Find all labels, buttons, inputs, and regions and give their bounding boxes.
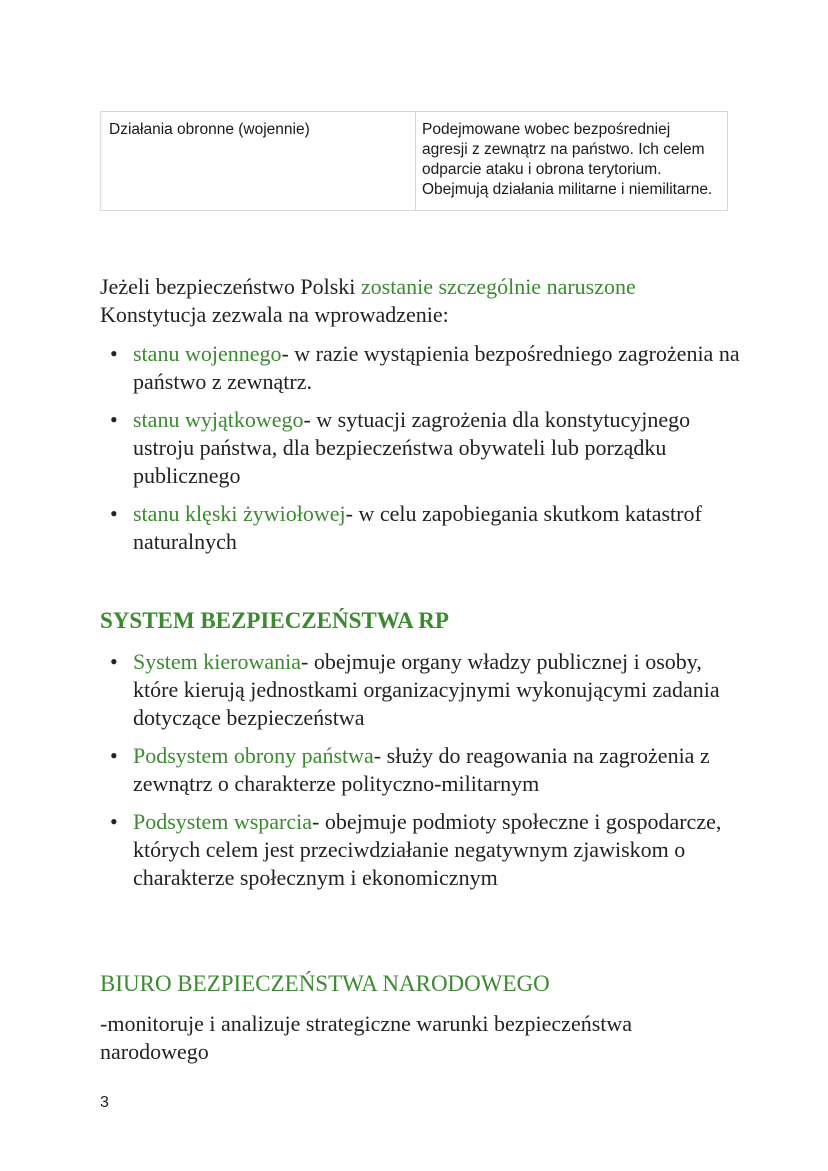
state-desc: - w razie wystąpienia bezpośredniego zagrożenia na państwo z zewnątrz. (133, 341, 740, 394)
table-definition-cell: Podejmowane wobec bezpośredniej agresji z zewnątrz na państwo. Ich celem odparcie ataku i obrona terytorium. Obejmują działania militarne i niemilitarne. (416, 112, 728, 211)
list-item (100, 742, 740, 798)
system-desc: - służy do reagowania na zagrożenia z zewnątrz o charakterze polityczno-militarnym (133, 743, 710, 796)
system-heading: SYSTEM BEZPIECZEŃSTWA RP (100, 608, 449, 633)
system-term: System kierowania (133, 649, 302, 674)
state-term: stanu klęski żywiołowej (133, 501, 346, 526)
page-number: 3 (100, 1094, 109, 1111)
system-term: Podsystem wsparcia (133, 809, 313, 834)
list-item (100, 648, 740, 732)
bbn-text: -monitoruje i analizuje strategiczne warunki bezpieczeństwa narodowego (100, 1011, 633, 1064)
system-desc: - obejmuje podmioty społeczne i gospodarcze, których celem jest przeciwdziałanie negatywnym zjawiskom o charakterze społecznym i ekonomicznym (133, 809, 722, 890)
table-term-cell: Działania obronne (wojennie) (101, 112, 416, 211)
table-row (101, 112, 728, 211)
list-item (100, 500, 740, 556)
list-item (100, 808, 740, 892)
list-item (100, 406, 740, 490)
definition-table (100, 111, 728, 211)
state-term: stanu wyjątkowego (133, 407, 304, 432)
intro-text-start: Jeżeli bezpieczeństwo Polski (100, 274, 361, 299)
state-term: stanu wojennego (133, 341, 282, 366)
state-desc: - w celu zapobiegania skutkom katastrof naturalnych (133, 501, 702, 554)
states-list (100, 340, 740, 556)
intro-highlight: zostanie szczególnie naruszone (360, 274, 636, 299)
bbn-heading: BIURO BEZPIECZEŃSTWA NARODOWEGO (100, 971, 550, 996)
intro-paragraph (100, 273, 740, 329)
system-desc: - obejmuje organy władzy publicznej i osoby, które kierują jednostkami organizacyjnymi wykonującymi zadania dotyczące bezpieczeństwa (133, 649, 720, 730)
state-desc: - w sytuacji zagrożenia dla konstytucyjnego ustroju państwa, dla bezpieczeństwa obywateli lub porządku publicznego (133, 407, 691, 488)
system-term: Podsystem obrony państwa (133, 743, 374, 768)
system-list (100, 648, 740, 892)
intro-text-end: Konstytucja zezwala na wprowadzenie: (100, 302, 449, 327)
list-item (100, 340, 740, 396)
